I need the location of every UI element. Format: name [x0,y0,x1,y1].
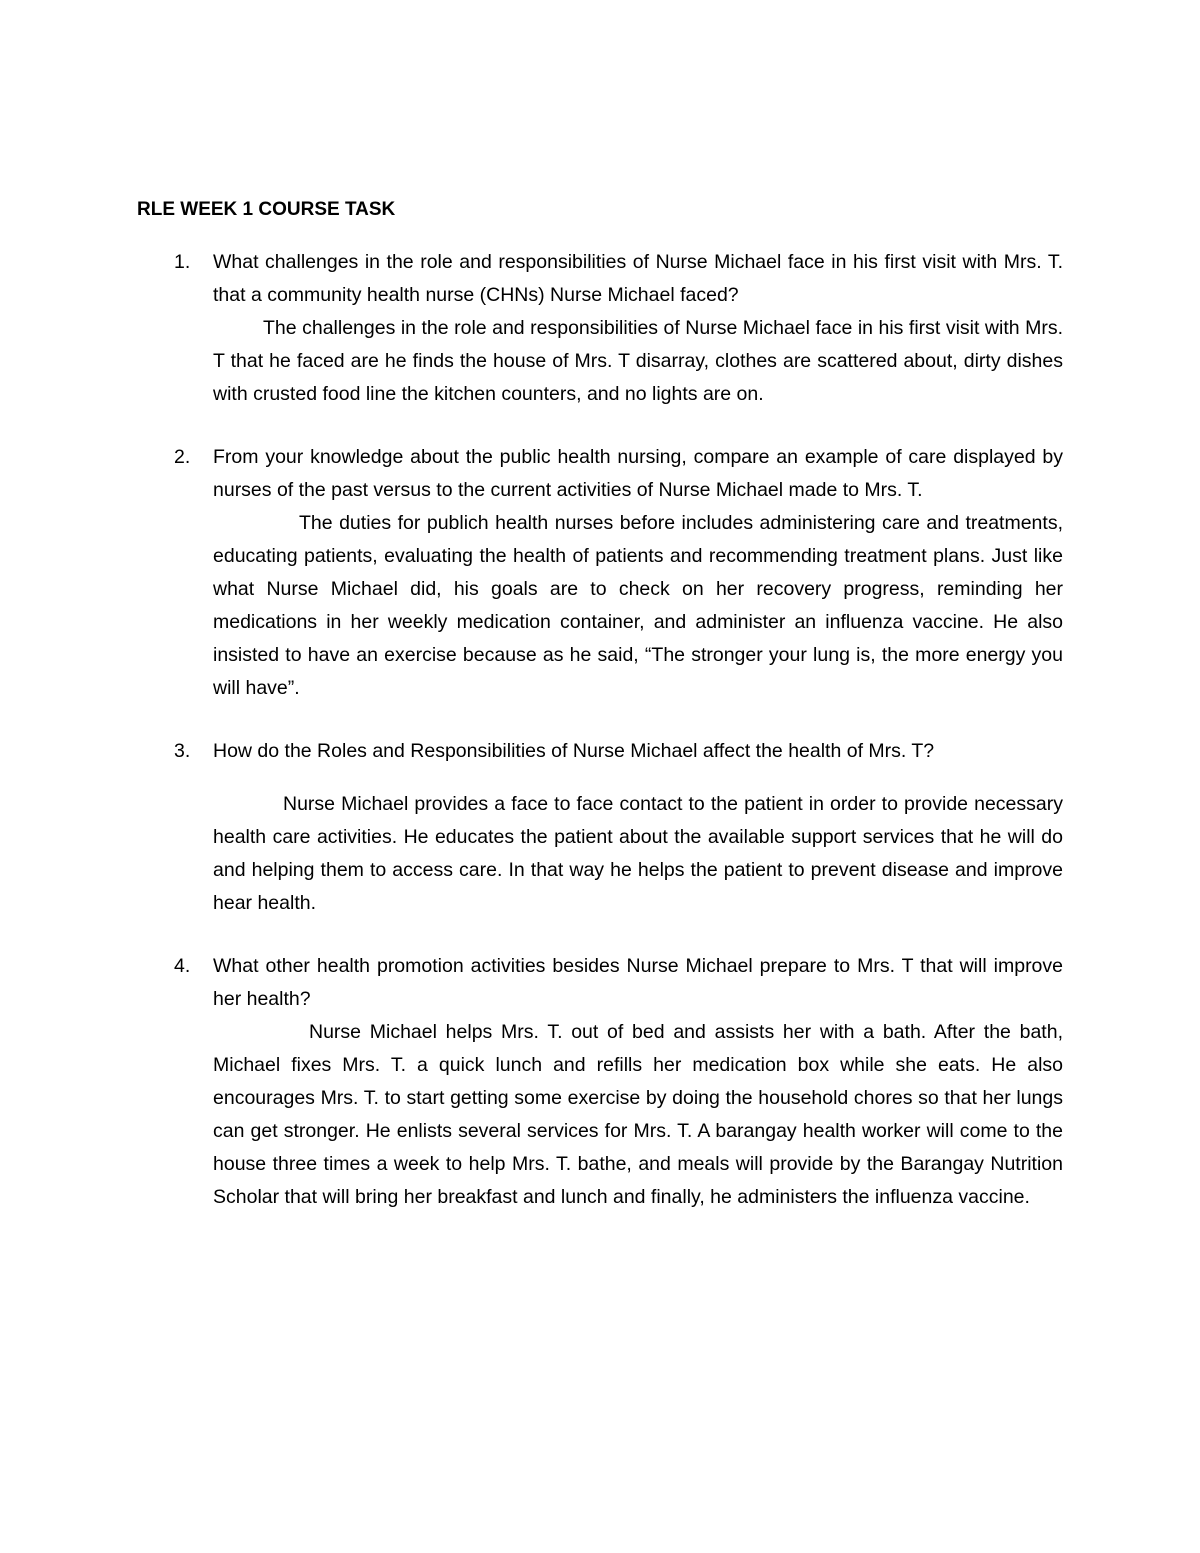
question-number: 2. [174,446,191,468]
question-text: What challenges in the role and responsibilities of Nurse Michael face in his first visit with Mrs. T. that a community health nurse (CHNs) Nurse Michael faced? [213,251,1063,306]
question-number: 4. [174,955,191,977]
answer-text: Nurse Michael helps Mrs. T. out of bed and assists her with a bath. After the bath, Michael fixes Mrs. T. a quick lunch and refills her medication box while she eats. He also encourages Mrs. T. to start getting some exercise by doing the household chores so that her lungs can get stronger. He enlists several services for Mrs. T. A barangay health worker will come to the house three times a week to help Mrs. T. bathe, and meals will provide by the Barangay Nutrition Scholar that will bring her breakfast and lunch and finally, he administers the influenza vaccine. [213,1021,1063,1208]
answer-text: Nurse Michael provides a face to face contact to the patient in order to provide necessary health care activities. He educates the patient about the available support services that he will do and helping them to access care. In that way he helps the patient to prevent disease and improve hear health. [213,793,1063,914]
question-text: What other health promotion activities besides Nurse Michael prepare to Mrs. T that will improve her health? [213,955,1063,1010]
question-text: How do the Roles and Responsibilities of Nurse Michael affect the health of Mrs. T? [213,740,935,762]
question-item-1 [137,246,1063,411]
question-number: 3. [174,740,191,762]
question-item-3 [137,735,1063,920]
answer-text: The duties for publich health nurses before includes administering care and treatments, educating patients, evaluating the health of patients and recommending treatment plans. Just like what Nurse Michael did, his goals are to check on her recovery progress, reminding her medications in her weekly medication container, and administer an influenza vaccine. He also insisted to have an exercise because as he said, “The stronger your lung is, the more energy you will have”. [213,512,1063,699]
question-text: From your knowledge about the public health nursing, compare an example of care displayed by nurses of the past versus to the current activities of Nurse Michael made to Mrs. T. [213,446,1063,501]
question-number: 1. [174,251,191,273]
question-list [137,246,1063,1214]
answer-text: The challenges in the role and responsibilities of Nurse Michael face in his first visit with Mrs. T that he faced are he finds the house of Mrs. T disarray, clothes are scattered about, dirty dishes with crusted food line the kitchen counters, and no lights are on. [213,317,1063,405]
document-body [137,196,1063,1244]
question-item-2 [137,441,1063,705]
document-title: RLE WEEK 1 COURSE TASK [137,199,396,220]
question-item-4 [137,950,1063,1214]
